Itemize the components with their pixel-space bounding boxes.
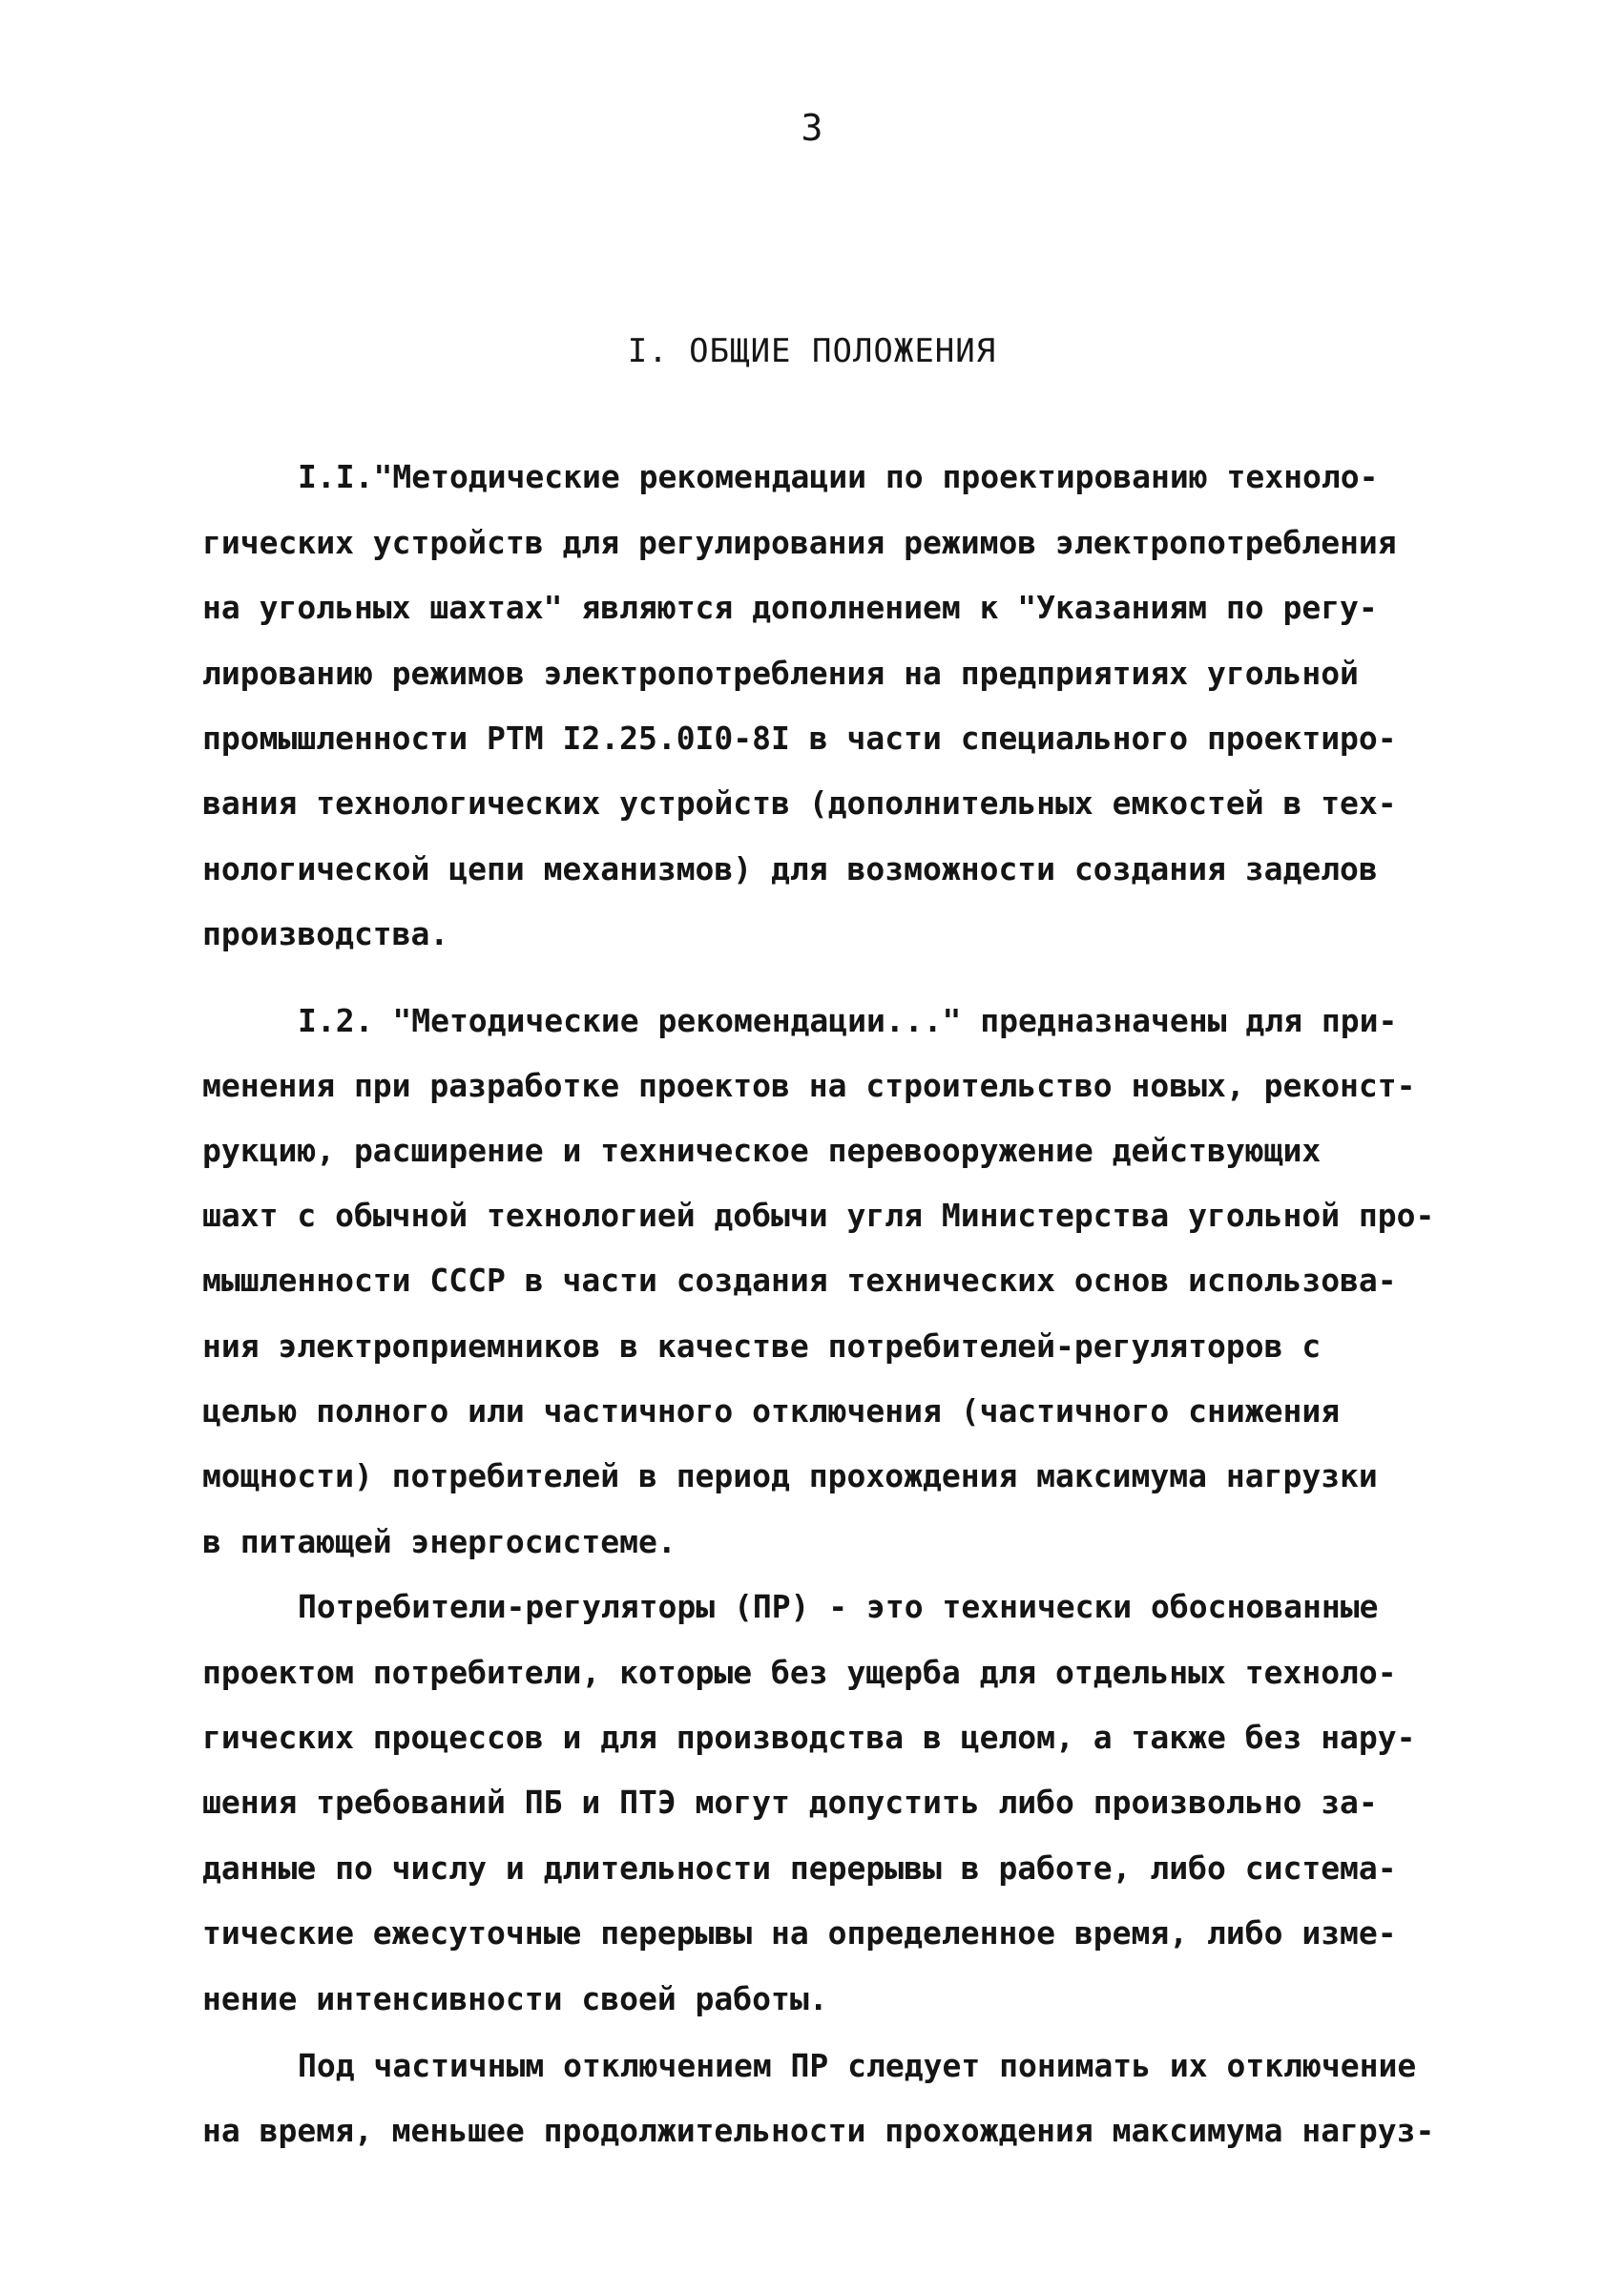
text-line: Потребители-регуляторы (ПР) - это технически обоснованные [298, 1588, 1379, 1625]
text-line: на время, меньшее продолжительности прохождения максимума нагруз- [202, 2112, 1435, 2149]
section-title: I. ОБЩИЕ ПОЛОЖЕНИЯ [627, 332, 997, 370]
text-line: мощности) потребителей в период прохождения максимума нагрузки [202, 1457, 1378, 1494]
text-line: I.I."Методические рекомендации по проектированию техноло- [298, 458, 1379, 495]
text-line: тические ежесуточные перерывы на определенное время, либо изме- [202, 1914, 1397, 1952]
text-line: лированию режимов электропотребления на предприятиях угольной [202, 655, 1359, 692]
text-line: ния электроприемников в качестве потребителей-регуляторов с [202, 1327, 1322, 1365]
text-line: шения требований ПБ и ПТЭ могут допустить либо произвольно за- [202, 1784, 1378, 1821]
text-line: I.2. "Методические рекомендации..." предназначены для при- [298, 1002, 1398, 1039]
text-line: на угольных шахтах" являются дополнением к "Указаниям по регу- [202, 589, 1378, 626]
text-line: производства. [202, 915, 449, 952]
text-line: в питающей энергосистеме. [202, 1523, 677, 1560]
text-line: шахт с обычной технологией добычи угля Министерства угольной про- [202, 1197, 1435, 1234]
text-line: гических устройств для регулирования режимов электропотребления [202, 524, 1397, 561]
page-number: 3 [801, 107, 823, 149]
text-line: целью полного или частичного отключения (частичного снижения [202, 1392, 1341, 1430]
text-line: Под частичным отключением ПР следует понимать их отключение [298, 2047, 1417, 2084]
text-line: нение интенсивности своей работы. [202, 1980, 828, 2017]
text-line: проектом потребители, которые без ущерба для отдельных техноло- [202, 1654, 1397, 1691]
text-line: промышленности РТМ I2.25.0I0-8I в части специального проектиро- [202, 720, 1397, 757]
text-line: нологической цепи механизмов) для возможности создания заделов [202, 850, 1378, 887]
text-line: вания технологических устройств (дополнительных емкостей в тех- [202, 784, 1397, 822]
text-line: рукцию, расширение и техническое перевооружение действующих [202, 1132, 1322, 1169]
text-line: менения при разработке проектов на строительство новых, реконст- [202, 1067, 1416, 1104]
text-line: гических процессов и для производства в целом, а также без нару- [202, 1719, 1416, 1756]
text-line: мышленности СССР в части создания технических основ использова- [202, 1262, 1397, 1299]
text-line: данные по числу и длительности перерывы в работе, либо система- [202, 1849, 1397, 1887]
